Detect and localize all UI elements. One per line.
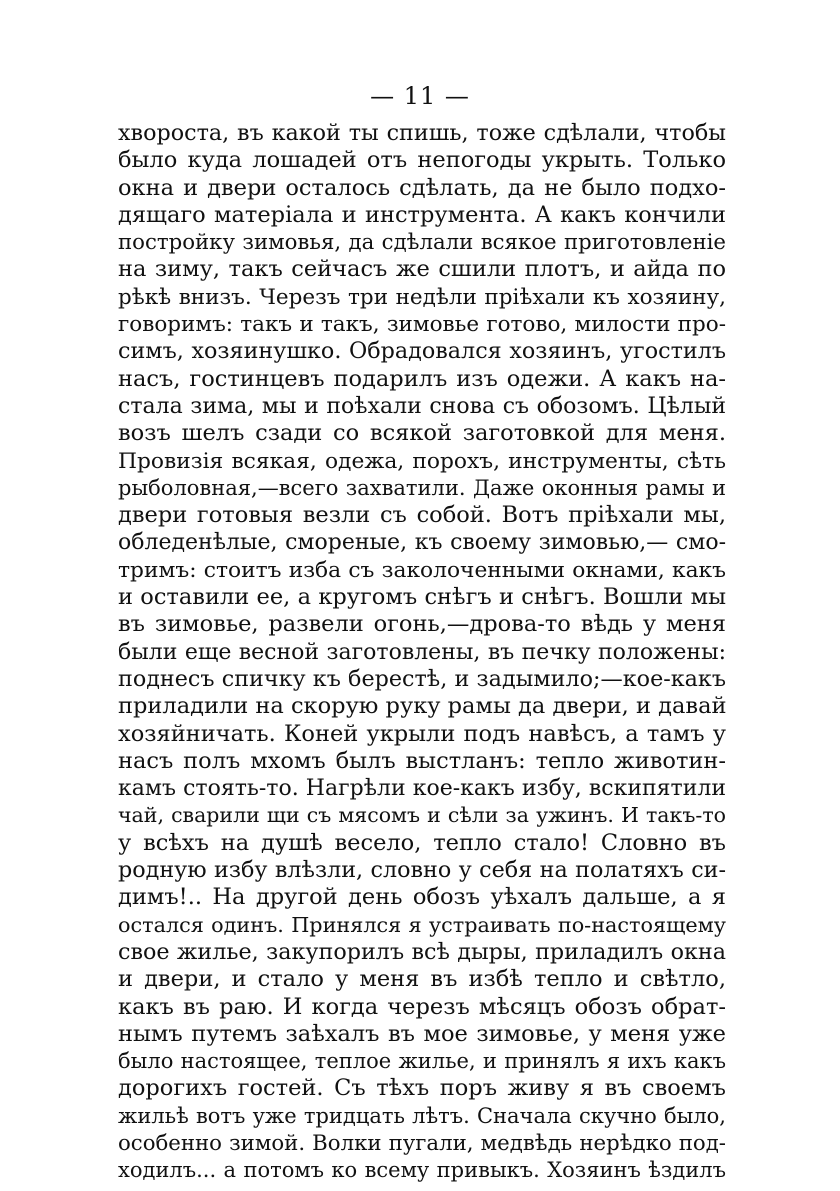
- text-line-24: насъ полъ мхомъ былъ выстланъ: тепло животин-: [118, 747, 726, 774]
- text-line-2: было куда лошадей отъ непогоды укрыть. Только: [118, 147, 726, 174]
- body-text: [118, 120, 726, 1185]
- text-line-30: остался одинъ. Принялся я устраивать по-настоящему: [118, 912, 726, 937]
- text-line-13: Провизія всякая, одежа, порохъ, инструменты, сѣть: [118, 448, 726, 474]
- text-line-6: на зиму, такъ сейчасъ же сшили плотъ, и айда по: [118, 256, 726, 283]
- text-line-1: хвороста, въ какой ты спишь, тоже сдѣлали, чтобы: [118, 120, 726, 146]
- text-line-3: окна и двери осталось сдѣлать, да не было подхо-: [118, 174, 726, 201]
- text-line-27: у всѣхъ на душѣ весело, тепло стало! Словно въ: [118, 829, 726, 856]
- text-line-16: обледенѣлые, смореные, къ своему зимовью,— смо-: [118, 530, 726, 556]
- text-line-21: поднесъ спичку къ берестѣ, и задымило;—кое-какъ: [118, 665, 726, 692]
- text-line-7: рѣкѣ внизъ. Черезъ три недѣли пріѣхали къ хозяину,: [118, 284, 726, 310]
- text-line-11: стала зима, мы и поѣхали снова съ обозомъ. Цѣлый: [118, 393, 726, 419]
- text-line-10: насъ, гостинцевъ подарилъ изъ одежи. А какъ на-: [118, 365, 726, 392]
- text-line-26: чай, сварили щи съ мясомъ и сѣли за ужинъ. И такъ-то: [118, 803, 726, 828]
- text-line-17: тримъ: стоитъ изба съ заколоченными окнами, какъ: [118, 557, 726, 583]
- text-line-25: камъ стоять-то. Нагрѣли кое-какъ избу, вскипятили: [118, 776, 726, 802]
- text-line-20: были еще весной заготовлены, въ печку положены:: [118, 639, 726, 665]
- text-line-8: говоримъ: такъ и такъ, зимовье готово, милости про-: [118, 312, 726, 338]
- text-line-23: хозяйничать. Коней укрыли подъ навѣсъ, а тамъ у: [118, 720, 726, 747]
- text-line-36: дорогихъ гостей. Съ тѣхъ поръ живу я въ своемъ: [118, 1075, 726, 1102]
- text-line-31: свое жилье, закупорилъ всѣ дыры, приладилъ окна: [118, 938, 726, 965]
- text-line-29: димъ!.. На другой день обозъ уѣхалъ дальше, а я: [118, 884, 726, 911]
- text-line-39: ходилъ... а потомъ ко всему привыкъ. Хозяинъ ѣздилъ: [118, 1158, 726, 1183]
- text-line-37: жильѣ вотъ уже тридцать лѣтъ. Сначала скучно было,: [118, 1103, 726, 1128]
- text-line-5: постройку зимовья, да сдѣлали всякое приготовленіе: [118, 230, 726, 256]
- text-line-15: двери готовыя везли съ собой. Вотъ пріѣхали мы,: [118, 502, 726, 529]
- text-line-4: дящаго матеріала и инструмента. А какъ кончили: [118, 201, 726, 228]
- page-number: — 11 —: [370, 82, 470, 110]
- text-line-33: какъ въ раю. И когда черезъ мѣсяцъ обозъ обрат-: [118, 993, 726, 1020]
- text-line-38: особенно зимой. Волки пугали, медвѣдь нерѣдко под-: [118, 1130, 726, 1156]
- text-line-22: приладили на скорую руку рамы да двери, и давай: [118, 693, 726, 720]
- text-line-14: рыболовная,—всего захватили. Даже оконныя рамы и: [118, 475, 726, 500]
- text-line-34: нымъ путемъ заѣхалъ въ мое зимовье, у меня уже: [118, 1020, 726, 1047]
- text-line-18: и оставили ее, а кругомъ снѣгъ и снѣгъ. Вошли мы: [118, 584, 726, 611]
- text-line-28: родную избу влѣзли, словно у себя на полатяхъ си-: [118, 857, 726, 884]
- text-line-19: въ зимовье, развели огонь,—дрова-то вѣдь у меня: [118, 611, 726, 638]
- text-line-35: было настоящее, теплое жилье, и принялъ я ихъ какъ: [118, 1049, 726, 1074]
- text-line-9: симъ, хозяинушко. Обрадовался хозяинъ, угостилъ: [118, 338, 726, 365]
- text-line-12: возъ шелъ сзади со всякой заготовкой для меня.: [118, 420, 726, 447]
- text-line-32: и двери, и стало у меня въ избѣ тепло и свѣтло,: [118, 966, 726, 993]
